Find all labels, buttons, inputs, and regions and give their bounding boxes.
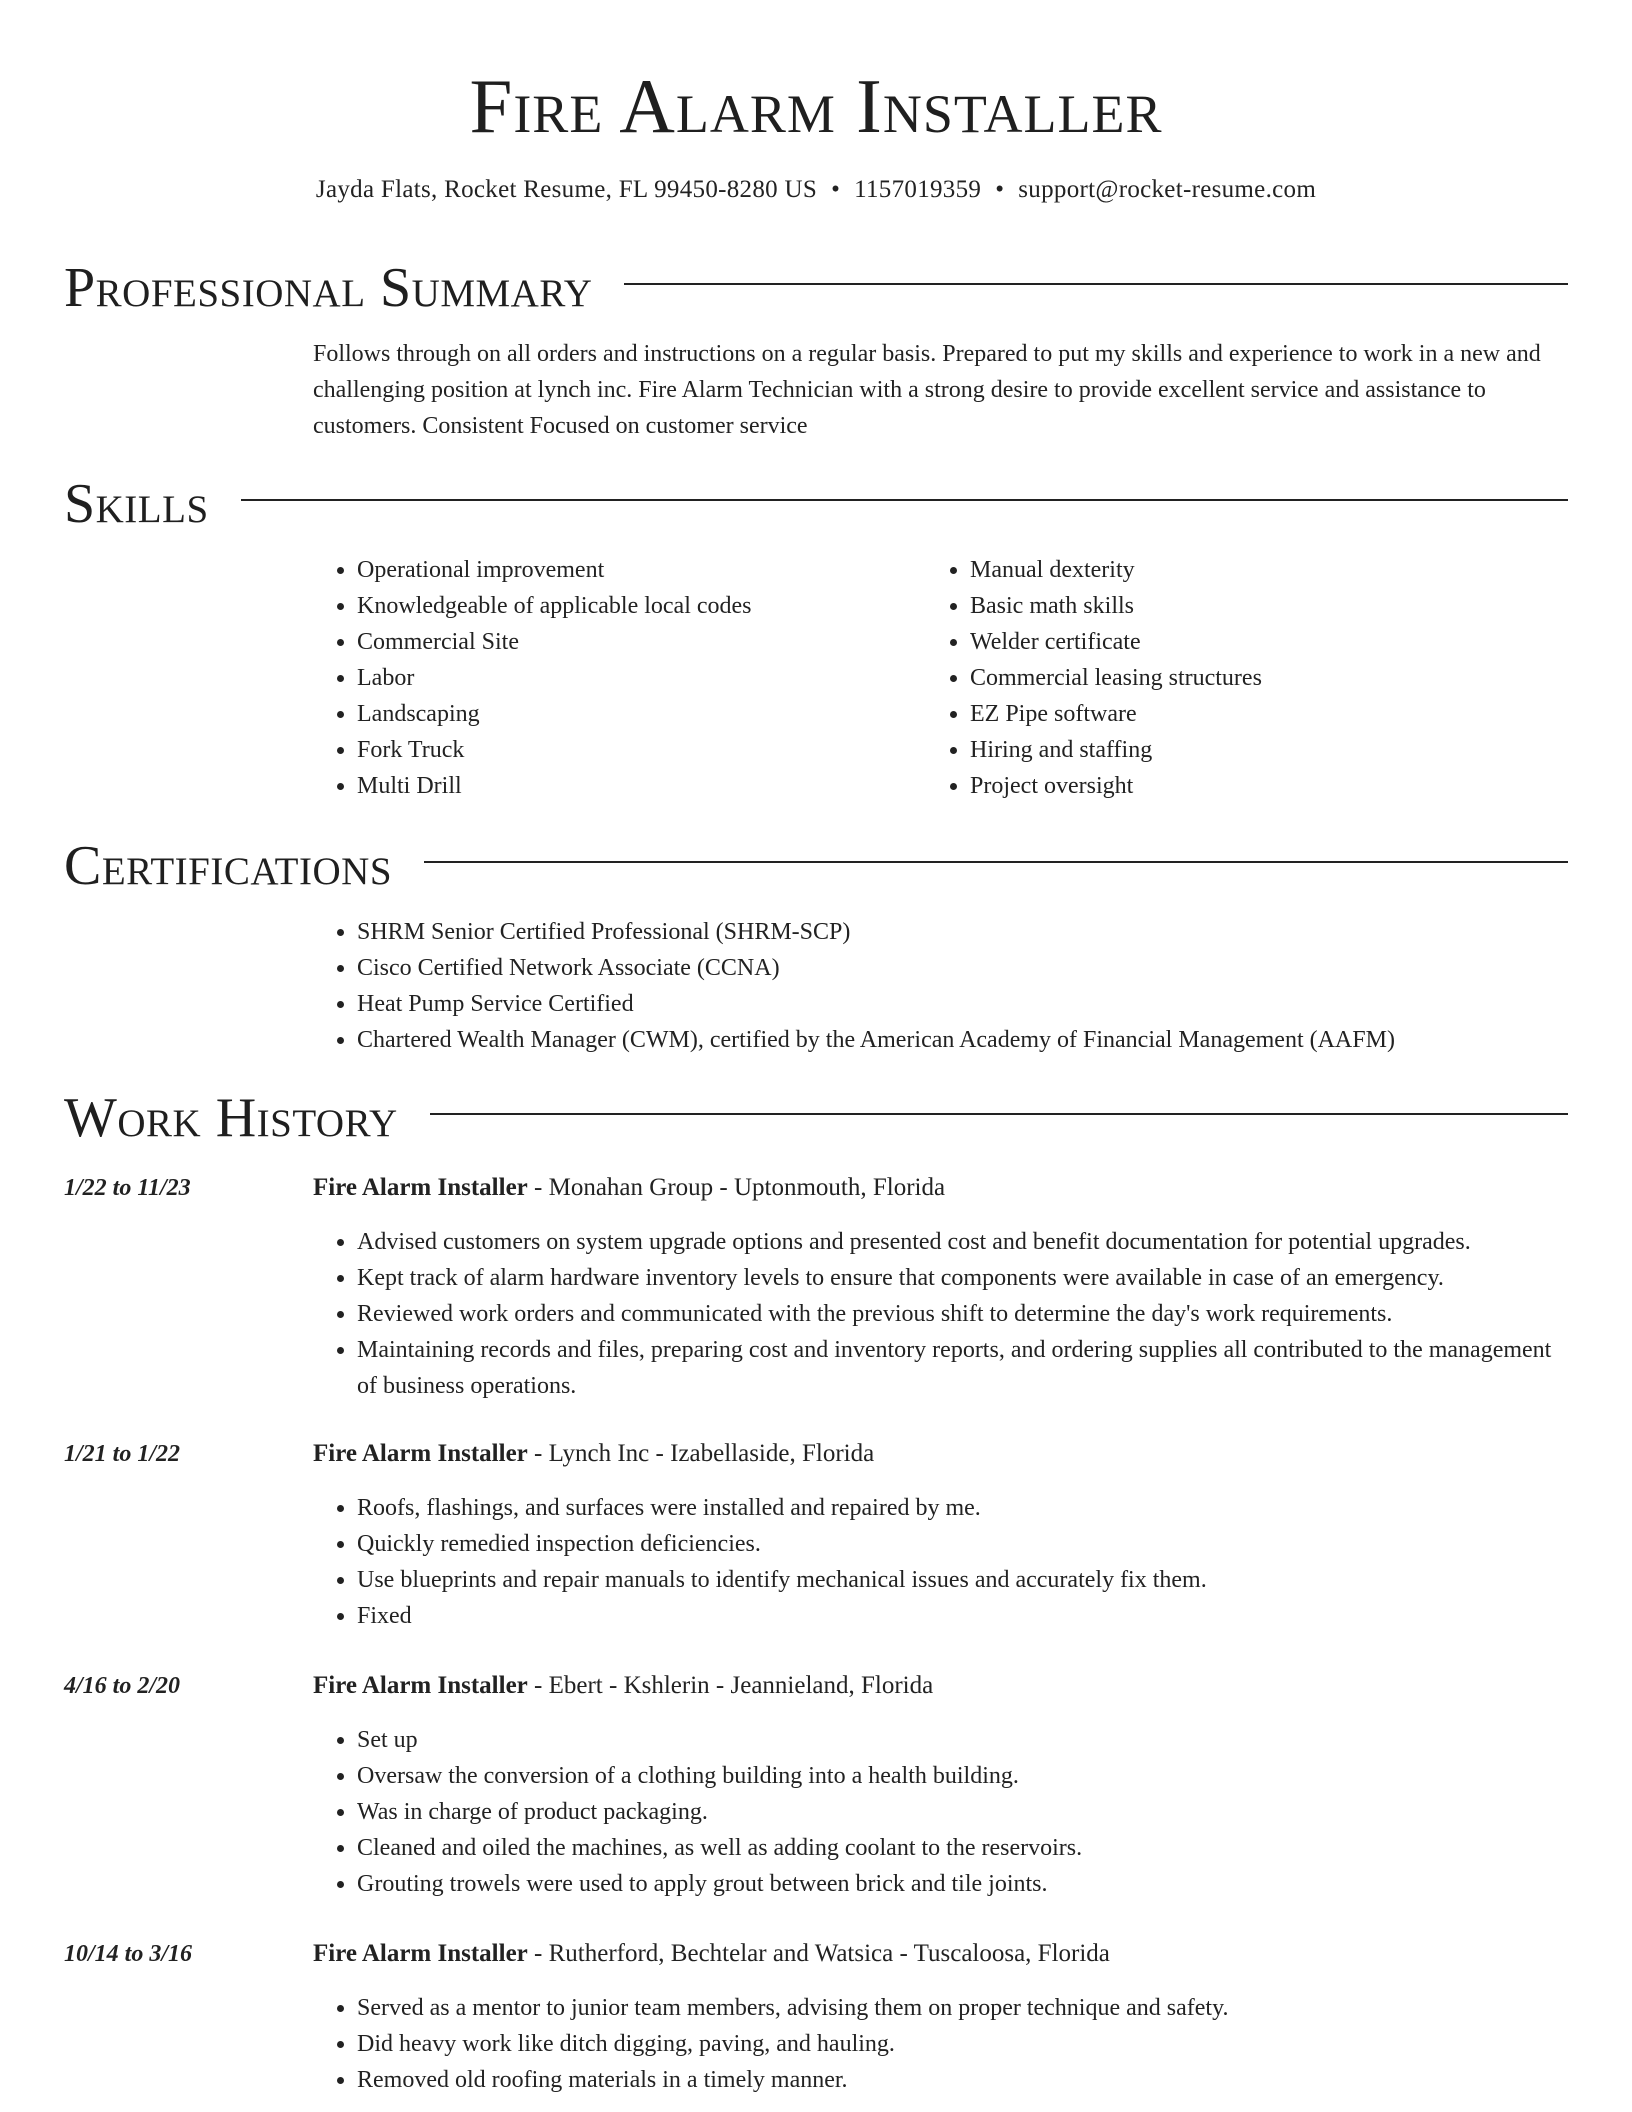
skill-item: • Project oversight [970,768,1546,804]
work-employer-location: - Monahan Group - Uptonmouth, Florida [527,1174,946,1201]
contact-email: support@rocket-resume.com [1018,176,1317,203]
section-title-skills: Skills [64,473,209,535]
resume-title: Fire Alarm Installer [469,63,1163,149]
skills-column-left [313,552,913,804]
contact-phone: 1157019359 [854,176,982,203]
certifications-list [313,914,1553,1058]
work-duty-item: • Kept track of alarm hardware inventory levels to ensure that components were available in case of an emergency. [357,1260,1568,1296]
skill-item: • Knowledgeable of applicable local codes [357,588,913,624]
summary-text: Follows through on all orders and instructions on a regular basis. Prepared to put my skills and experience to work in a new and challenging position at lynch inc. Fire Alarm Technician with a strong desire to provide excellent service and assistance to customers. Consistent Focused on customer service [313,341,1541,439]
work-dates: 1/22 to 11/23 [64,1175,191,1201]
skills-list [313,552,913,804]
work-title-line [313,1936,1110,1972]
certification-item: • SHRM Senior Certified Professional (SHRM-SCP) [357,914,1553,950]
skill-item: • Manual dexterity [970,552,1546,588]
contact-address: Jayda Flats, Rocket Resume, FL 99450-8280 US [315,176,818,203]
work-duty-item: • Fixed [357,1598,1568,1634]
certification-item: • Heat Pump Service Certified [357,986,1553,1022]
skill-item: • Welder certificate [970,624,1546,660]
work-duty-item: • Was in charge of product packaging. [357,1794,1568,1830]
skills-column-right [926,552,1546,804]
section-title-certifications: Certifications [64,835,393,897]
work-job-title: Fire Alarm Installer [313,1174,528,1201]
work-dates: 4/16 to 2/20 [64,1673,181,1699]
certification-item: • Chartered Wealth Manager (CWM), certified by the American Academy of Financial Management (AAFM) [357,1022,1553,1058]
skill-item: • Commercial Site [357,624,913,660]
section-title-work-history: Work History [64,1087,398,1149]
certifications-block [313,914,1553,1058]
contact-separator: • [995,176,1005,203]
work-duties-list [313,1990,1568,2098]
work-title-line [313,1668,933,1704]
work-duty-item: • Set up [357,1722,1568,1758]
work-dates: 10/14 to 3/16 [64,1941,193,1967]
work-duties-list [313,1722,1568,1902]
section-header-work-history [64,1082,1568,1154]
section-divider [624,283,1568,285]
skills-list [926,552,1546,804]
work-duty-item: • Quickly remedied inspection deficiencies. [357,1526,1568,1562]
work-duty-item: • Advised customers on system upgrade options and presented cost and benefit documentation for potential upgrades. [357,1224,1568,1260]
skill-item: • Labor [357,660,913,696]
work-duty-item: • Served as a mentor to junior team members, advising them on proper technique and safety. [357,1990,1568,2026]
work-duty-item: • Reviewed work orders and communicated with the previous shift to determine the day's work requirements. [357,1296,1568,1332]
work-title-line [313,1170,945,1206]
certification-item: • Cisco Certified Network Associate (CCNA) [357,950,1553,986]
skill-item: • Commercial leasing structures [970,660,1546,696]
work-duty-item: • Did heavy work like ditch digging, paving, and hauling. [357,2026,1568,2062]
section-title-summary: Professional Summary [64,257,593,319]
work-duty-item: • Removed old roofing materials in a timely manner. [357,2062,1568,2098]
skill-item: • EZ Pipe software [970,696,1546,732]
section-divider [424,861,1568,863]
contact-separator: • [831,176,841,203]
skill-item: • Hiring and staffing [970,732,1546,768]
skill-item: • Multi Drill [357,768,913,804]
work-duty-item: • Grouting trowels were used to apply grout between brick and tile joints. [357,1866,1568,1902]
skill-item: • Landscaping [357,696,913,732]
section-divider [241,499,1568,501]
work-duty-item: • Use blueprints and repair manuals to identify mechanical issues and accurately fix them. [357,1562,1568,1598]
section-header-certifications [64,830,1568,902]
section-header-skills [64,468,1568,540]
work-title-line [313,1436,874,1472]
work-job-title: Fire Alarm Installer [313,1672,528,1699]
work-duty-item: • Roofs, flashings, and surfaces were installed and repaired by me. [357,1490,1568,1526]
work-employer-location: - Lynch Inc - Izabellaside, Florida [527,1440,875,1467]
work-duties-list [313,1490,1568,1634]
contact-line [0,173,1632,207]
work-duty-item: • Maintaining records and files, preparing cost and inventory reports, and ordering supplies all contributed to the management of business operations. [357,1332,1568,1404]
work-dates: 1/21 to 1/22 [64,1441,181,1467]
section-header-summary [64,252,1568,324]
skill-item: • Basic math skills [970,588,1546,624]
skill-item: • Operational improvement [357,552,913,588]
work-job-title: Fire Alarm Installer [313,1940,528,1967]
section-divider [430,1113,1568,1115]
work-duties-list [313,1224,1568,1404]
work-job-title: Fire Alarm Installer [313,1440,528,1467]
work-employer-location: - Ebert - Kshlerin - Jeannieland, Florida [527,1672,934,1699]
work-duty-item: • Cleaned and oiled the machines, as well as adding coolant to the reservoirs. [357,1830,1568,1866]
skill-item: • Fork Truck [357,732,913,768]
work-duty-item: • Oversaw the conversion of a clothing building into a health building. [357,1758,1568,1794]
work-employer-location: - Rutherford, Bechtelar and Watsica - Tuscaloosa, Florida [527,1940,1110,1967]
